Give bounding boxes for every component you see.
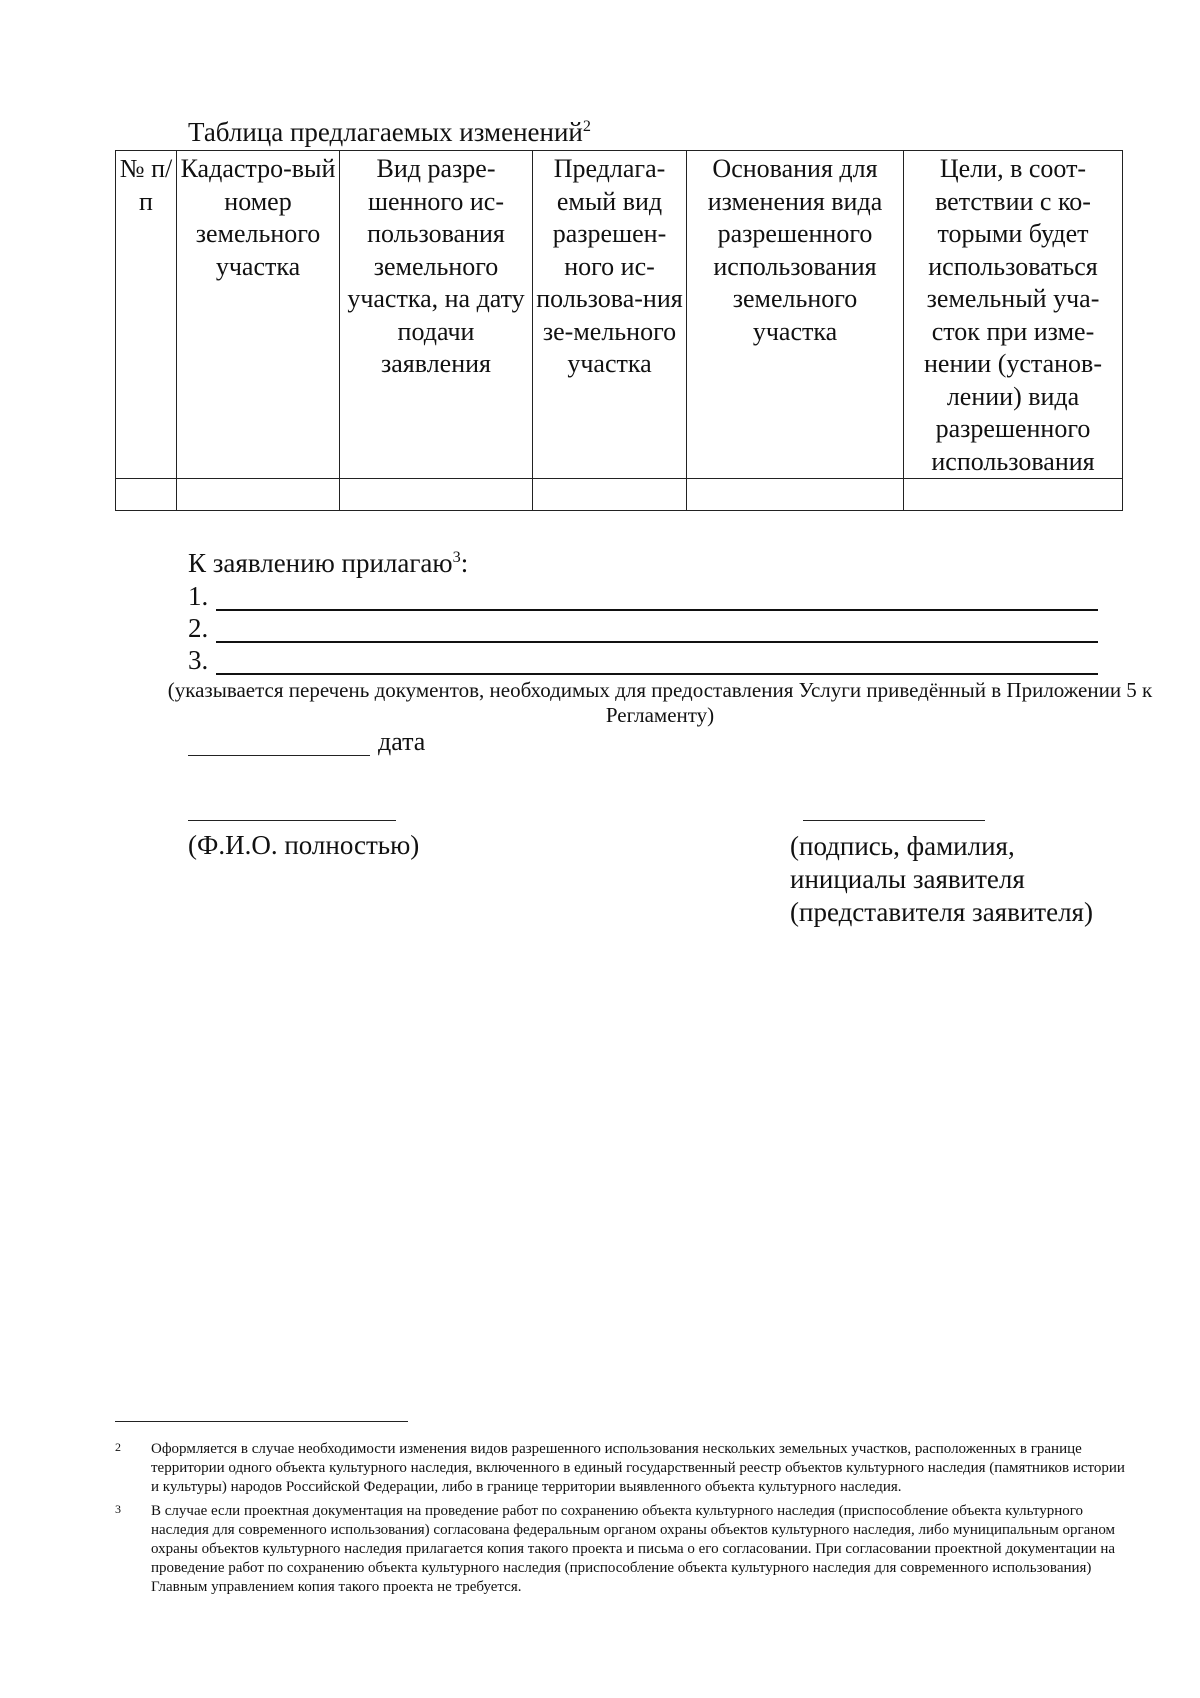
header-cell-number: № п/п [116, 151, 177, 479]
attachment-number: 2. [188, 613, 209, 643]
header-cell-grounds: Основания для изменения вида разрешенного использования земельного участка [687, 151, 904, 479]
attachments-heading [188, 548, 468, 579]
attachment-number: 3. [188, 645, 209, 675]
table-header-row [116, 151, 1123, 479]
header-cell-cadastral-number: Кадастро-вый номер земельного участка [177, 151, 340, 479]
fio-fill-line[interactable] [188, 820, 396, 821]
date-label: дата [378, 727, 426, 756]
footnote-2 [115, 1440, 1125, 1497]
footnote-text: В случае если проектная документация на проведение работ по сохранению объекта культурного наследия (приспособление объекта культурного наследия для современного использования) согласована федеральным органом охраны объектов культурного наследия, либо муниципальным органом охраны объектов культурного наследия прилагается копия такого проекта и письма о его согласовании. При согласовании проектной документации на проведение работ по сохранению объекта культурного наследия (приспособление объекта культурного наследия для современного использования) Главным управлением копия такого проекта не требуется. [151, 1503, 1116, 1595]
footnote-mark: 3 [115, 1502, 121, 1516]
signature-fill-line[interactable] [803, 820, 985, 821]
attachment-line-2[interactable] [188, 613, 1108, 645]
table-cell[interactable] [177, 479, 340, 511]
attachments-heading-colon: : [460, 548, 469, 578]
attachment-number: 1. [188, 581, 209, 611]
header-cell-proposed-use: Предлага-емый вид разрешен-ного ис-пользова-ния зе-мельного участка [533, 151, 687, 479]
table-title-text: Таблица предлагаемых изменений [188, 117, 583, 147]
attachment-fill-line[interactable] [216, 641, 1098, 643]
table-cell[interactable] [687, 479, 904, 511]
attachment-fill-line[interactable] [216, 673, 1098, 675]
table-cell[interactable] [533, 479, 687, 511]
footnote-ref-2[interactable]: 2 [582, 117, 591, 135]
table-row [116, 479, 1123, 511]
attachment-line-3[interactable] [188, 645, 1108, 677]
header-cell-purposes: Цели, в соот-ветствии с ко-торыми будет использоваться земельный уча-сток при изме-нении (установ-лении) вида разрешенного использования [904, 151, 1123, 479]
footnote-text: Оформляется в случае необходимости изменения видов разрешенного использования нескольких земельных участков, расположенных в границе территории одного объекта культурного наследия, включенного в единый государственный реестр объектов культурного наследия (памятников истории и культуры) народов Российской Федерации, либо в границе территории выявленного объекта культурного наследия. [151, 1441, 1125, 1495]
changes-table [115, 150, 1123, 511]
date-fill-line[interactable] [188, 755, 370, 756]
attachment-fill-line[interactable] [216, 609, 1098, 611]
footnote-ref-3[interactable]: 3 [452, 548, 461, 566]
header-cell-current-use: Вид разре-шенного ис-пользования земельного участка, на дату подачи заявления [340, 151, 533, 479]
footnote-divider [115, 1421, 408, 1422]
table-title [188, 117, 591, 148]
attachment-line-1[interactable] [188, 581, 1108, 613]
footnote-3 [115, 1502, 1125, 1597]
attachments-heading-text: К заявлению прилагаю [188, 548, 453, 578]
table-cell[interactable] [116, 479, 177, 511]
fio-label: (Ф.И.О. полностью) [188, 830, 420, 860]
table-cell[interactable] [904, 479, 1123, 511]
attachments-note: (указывается перечень документов, необходимых для предоставления Услуги приведённый в Приложении 5 к Регламенту) [167, 678, 1153, 727]
table-cell[interactable] [340, 479, 533, 511]
footnote-mark: 2 [115, 1440, 121, 1454]
signature-label: (подпись, фамилия, инициалы заявителя (представителя заявителя) [790, 831, 1093, 927]
